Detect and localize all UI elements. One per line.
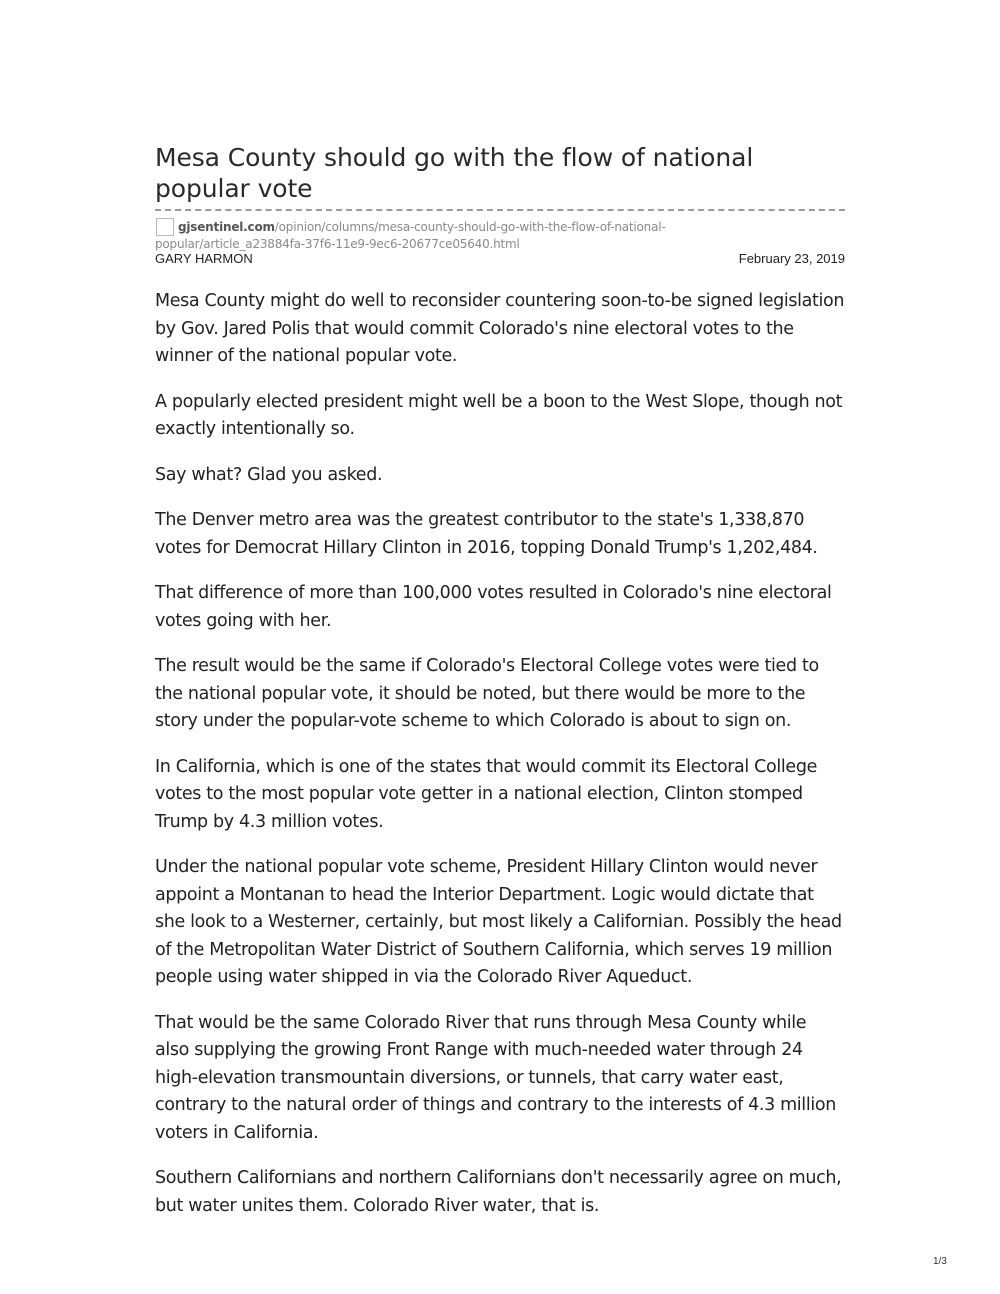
paragraph: In California, which is one of the states that would commit its Electoral College votes to the most popular vote getter in a national election, Clinton stomped Trump by 4.3 million votes. (155, 756, 817, 832)
article-title: Mesa County should go with the flow of national popular vote (155, 143, 754, 203)
paragraph: The result would be the same if Colorado's Electoral College votes were tied to the national popular vote, it should be noted, but there would be more to the story under the popular-vote scheme to which Colorado is about to sign on. (155, 656, 819, 731)
source-path-line2[interactable]: popular/article_a23884fa-37f6-11e9-9ec6-20677ce05640.html (155, 237, 520, 251)
source-path-line1[interactable]: /opinion/columns/mesa-county-should-go-with-the-flow-of-national- (274, 220, 666, 234)
paragraph: Southern Californians and northern Californians don't necessarily agree on much, but water unites them. Colorado River water, that is. (155, 1168, 842, 1216)
source-url[interactable] (155, 219, 738, 251)
paragraph: The Denver metro area was the greatest contributor to the state's 1,338,870 votes for Democrat Hillary Clinton in 2016, topping Donald Trump's 1,202,484. (155, 510, 818, 558)
author-name: GARY HARMON (155, 251, 253, 266)
publish-date: February 23, 2019 (738, 251, 845, 266)
paragraph: Say what? Glad you asked. (155, 464, 383, 485)
paragraph: That would be the same Colorado River that runs through Mesa County while also supplying the growing Front Range with much-needed water through 24 high-elevation transmountain diversions, or tunnels, that carry water east, contrary to the natural order of things and contrary to the interests of 4.3 million voters in California. (155, 1012, 836, 1143)
paragraph: Under the national popular vote scheme, President Hillary Clinton would never appoint a Montanan to head the Interior Department. Logic would dictate that she look to a Westerner, certainly, but most likely a Californian. Possibly the head of the Metropolitan Water District of Southern California, which serves 19 million people using water shipped in via the Colorado River Aqueduct. (155, 857, 842, 987)
byline (155, 251, 845, 267)
article-body (155, 288, 845, 1238)
paragraph: A popularly elected president might well be a boon to the West Slope, though not exactly intentionally so. (155, 391, 843, 439)
favicon-placeholder-icon (156, 218, 174, 236)
paragraph: That difference of more than 100,000 votes resulted in Colorado's nine electoral votes going with her. (155, 583, 832, 631)
page-number: 1/3 (933, 1256, 947, 1267)
title-divider (155, 209, 845, 211)
paragraph: Mesa County might do well to reconsider countering soon-to-be signed legislation by Gov. Jared Polis that would commit Colorado's nine electoral votes to the winner of the national popular vote. (155, 291, 845, 366)
source-domain[interactable]: gjsentinel.com (178, 220, 275, 234)
